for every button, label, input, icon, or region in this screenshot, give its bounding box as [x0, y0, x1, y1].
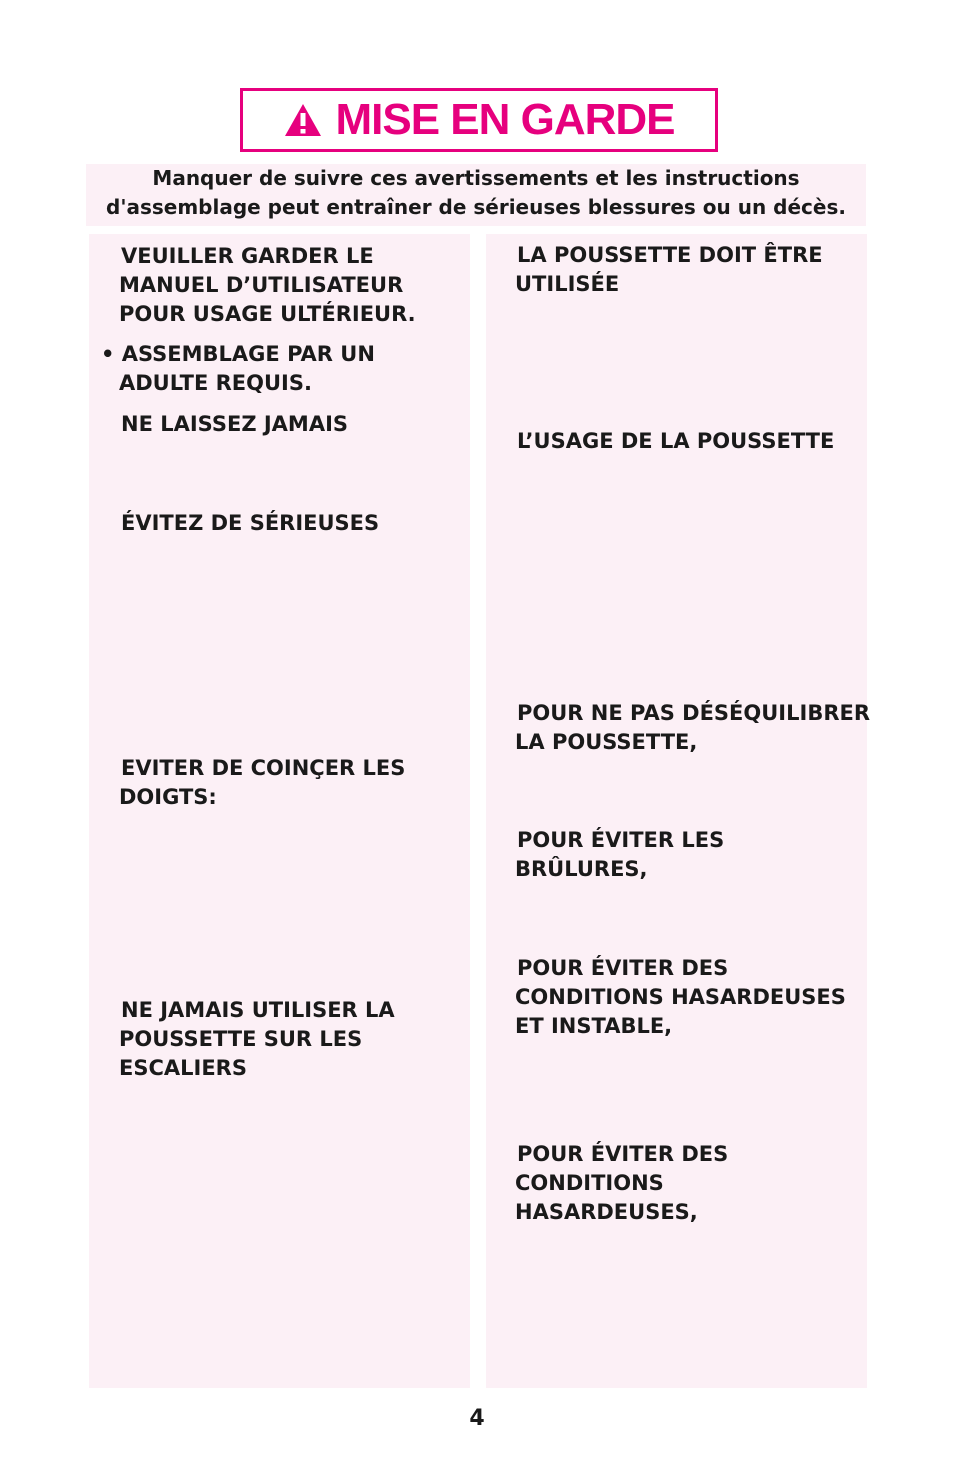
right-warning-column — [486, 234, 871, 1388]
warning-triangle-icon — [283, 102, 323, 138]
warning-stroller-usage: L’USAGE DE LA POUSSETTE — [517, 429, 835, 453]
warning-hazardous-conditions: POUR ÉVITER DES CONDITIONS HASARDEUSES, — [515, 1142, 729, 1224]
intro-line-1: Manquer de suivre ces avertissements et les instructions — [152, 166, 800, 190]
warning-balance: POUR NE PAS DÉSÉQUILIBRER LA POUSSETTE, — [515, 701, 871, 754]
page-title: MISE EN GARDE — [335, 95, 675, 144]
intro-line-2: d'assemblage peut entraîner de sérieuses blessures ou un décès. — [106, 195, 846, 219]
warning-burns: POUR ÉVITER LES BRÛLURES, — [515, 828, 725, 881]
warning-adult-assembly: • ASSEMBLAGE PAR UN ADULTE REQUIS. — [101, 342, 375, 395]
intro-warning — [86, 164, 866, 226]
left-warning-column — [89, 234, 470, 1388]
warning-pinch-fingers: EVITER DE COINÇER LES DOIGTS: — [119, 756, 406, 809]
warning-no-stairs: NE JAMAIS UTILISER LA POUSSETTE SUR LES ESCALIERS — [119, 998, 395, 1080]
warning-avoid-injury: ÉVITEZ DE SÉRIEUSES — [121, 511, 380, 535]
warning-stroller-use: LA POUSSETTE DOIT ÊTRE UTILISÉE — [515, 243, 823, 296]
page-number: 4 — [469, 1406, 485, 1431]
warning-never-leave: NE LAISSEZ JAMAIS — [121, 412, 349, 436]
warning-title-box — [240, 88, 718, 152]
warning-keep-manual: VEUILLER GARDER LE MANUEL D’UTILISATEUR POUR USAGE ULTÉRIEUR. — [119, 244, 416, 326]
warning-unstable-conditions: POUR ÉVITER DES CONDITIONS HASARDEUSES ET INSTABLE, — [515, 956, 846, 1038]
